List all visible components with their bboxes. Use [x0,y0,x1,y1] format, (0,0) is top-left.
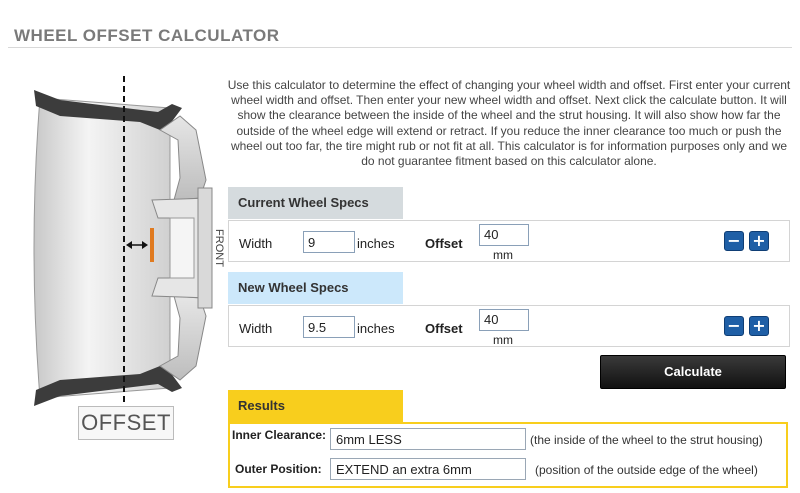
current-width-label: Width [239,236,273,251]
inner-clearance-label: Inner Clearance: [232,428,327,442]
current-specs-heading: Current Wheel Specs [228,187,403,219]
calculate-button[interactable]: Calculate [600,355,786,389]
outer-position-output [330,458,526,480]
new-specs-row [228,305,790,347]
current-offset-unit: mm [493,248,513,262]
current-decrement-button[interactable]: − [724,231,744,251]
page-title: WHEEL OFFSET CALCULATOR [14,26,280,45]
current-width-input[interactable] [303,231,355,253]
offset-label: OFFSET [78,406,174,440]
outer-position-label: Outer Position: [235,462,322,476]
inner-clearance-output [330,428,526,450]
current-increment-button[interactable]: + [749,231,769,251]
new-offset-unit: mm [493,333,513,347]
new-offset-label: Offset [425,321,463,336]
current-width-unit: inches [357,236,395,251]
current-offset-input[interactable] [479,224,529,246]
current-specs-row [228,220,790,262]
results-heading: Results [228,390,403,422]
new-width-unit: inches [357,321,395,336]
outer-position-note: (position of the outside edge of the wheel) [535,463,758,477]
offset-marker [150,228,154,262]
new-specs-heading: New Wheel Specs [228,272,403,304]
current-offset-label: Offset [425,236,463,251]
inner-clearance-note: (the inside of the wheel to the strut housing) [530,433,763,447]
results-panel [228,422,788,488]
new-width-input[interactable] [303,316,355,338]
title-divider [8,47,792,48]
new-offset-input[interactable] [479,309,529,331]
new-decrement-button[interactable]: − [724,316,744,336]
new-width-label: Width [239,321,273,336]
wheel-cross-section-diagram [20,68,225,448]
intro-text: Use this calculator to determine the effect of changing your wheel width and offset. First enter your current wheel width and offset. Then enter your new wheel width and offset. Next click the calculate button. It will show the clearance between the inside of the wheel and the strut housing. It will also show how far the outside of the wheel edge will extend or retract. If you reduce the inner clearance too much or push the wheel out too far, the tire might rub or not fit at all. This calculator is for information purposes only and we do not guarantee fitment based on this calculator alone. [227,78,791,169]
front-label: FRONT [213,229,225,267]
new-increment-button[interactable]: + [749,316,769,336]
